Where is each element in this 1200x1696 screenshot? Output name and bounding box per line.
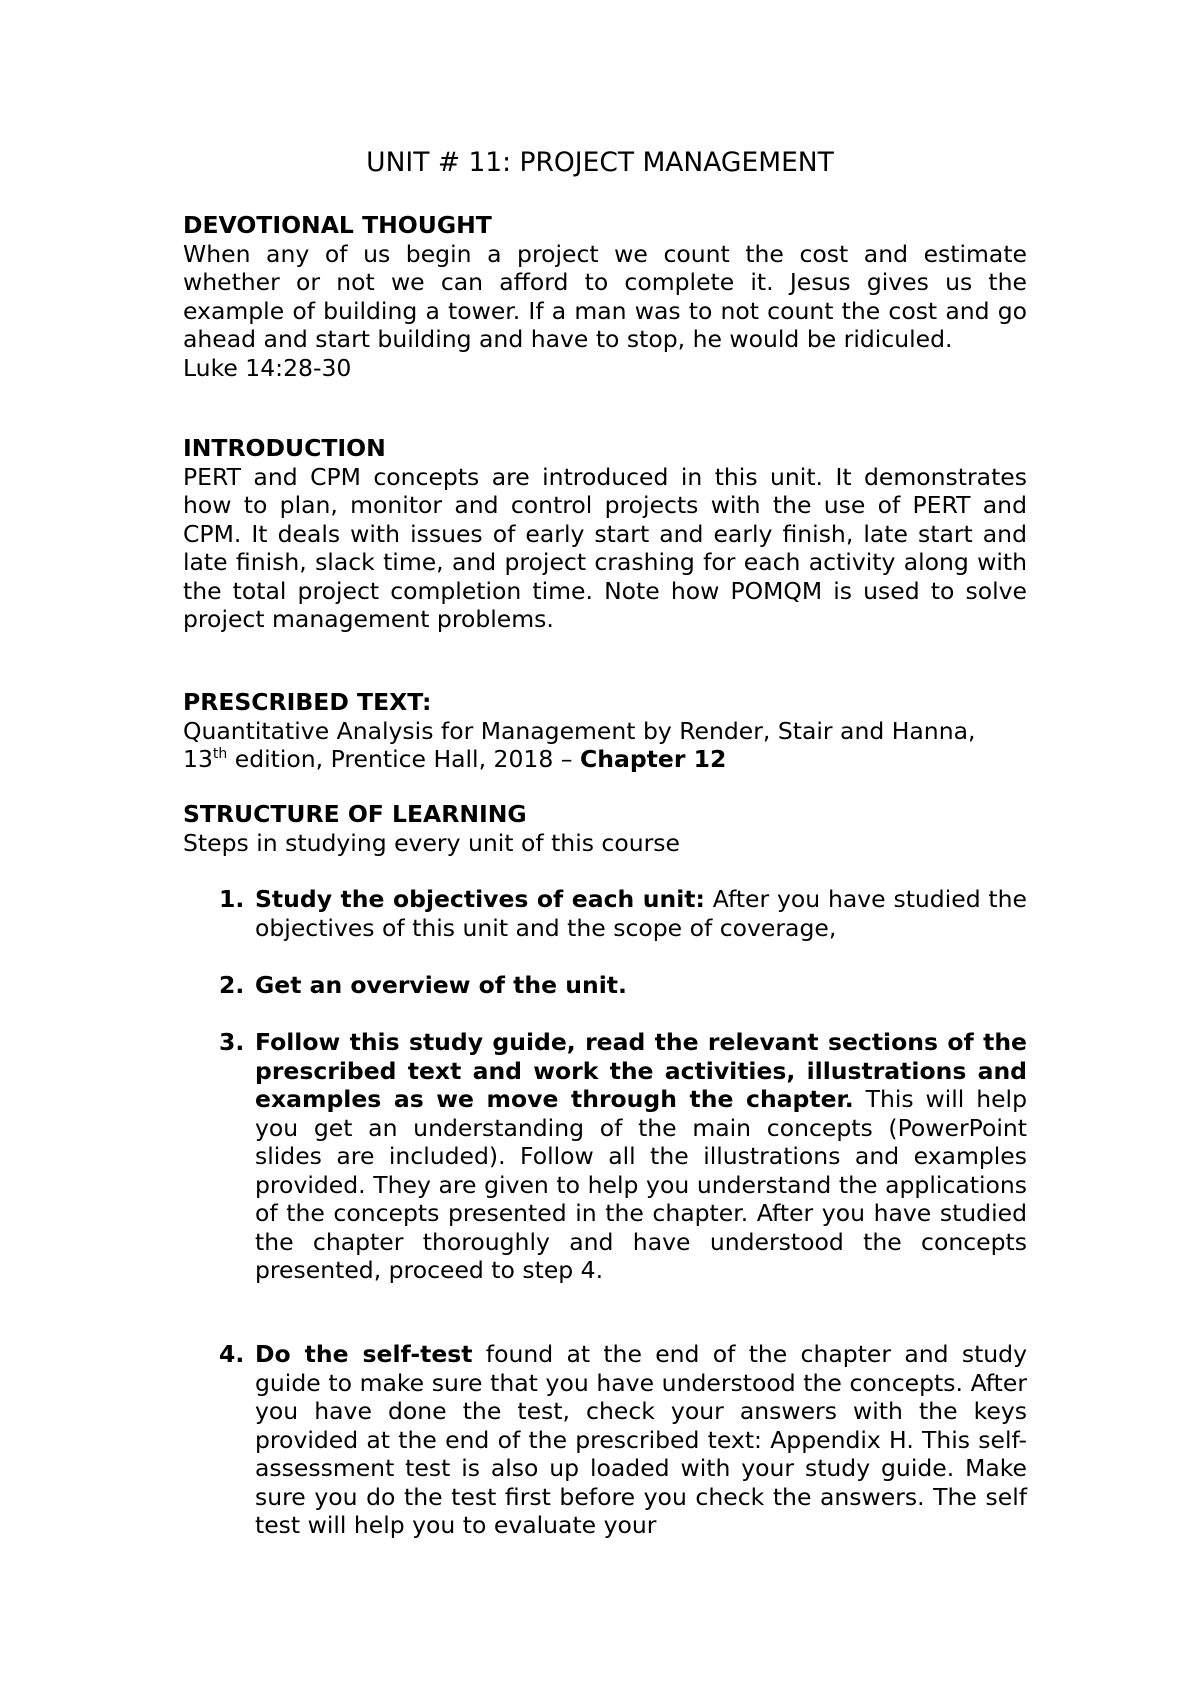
devotional-heading: DEVOTIONAL THOUGHT (183, 211, 492, 239)
prescribed-edition-line (183, 745, 1027, 774)
step-number: 1. (219, 885, 245, 913)
introduction-heading: INTRODUCTION (183, 434, 386, 462)
devotional-text: When any of us begin a project we count the cost and estimate whether or not we can afford to complete it. Jesus gives us the example of building a tower. If a man was to not count the cost and go ahead and start building and have to stop, he would be ridiculed. (183, 239, 1027, 353)
introduction-text: PERT and CPM concepts are introduced in this unit. It demonstrates how to plan, monitor and control projects with the use of PERT and CPM. It deals with issues of early start and early finish, late start and late finish, slack time, and project crashing for each activity along with the total project completion time. Note how POMQM is used to solve project management problems. (183, 462, 1027, 633)
page-title: UNIT # 11: PROJECT MANAGEMENT (366, 147, 834, 178)
introduction-section (183, 434, 1027, 634)
edition-suffix: th (212, 746, 228, 762)
step-number: 3. (219, 1028, 245, 1056)
step-bold-text: Follow this study guide, read the relevant sections of the prescribed text and work the activities, illustrations and examples as we move through the chapter. (255, 1028, 1027, 1113)
list-item (183, 885, 1027, 942)
step-number: 4. (219, 1340, 245, 1368)
structure-subtitle: Steps in studying every unit of this course (183, 828, 680, 857)
structure-heading: STRUCTURE OF LEARNING (183, 800, 527, 828)
step-bold-text: Get an overview of the unit. (255, 971, 627, 999)
edition-details: edition, Prentice Hall, 2018 – (227, 745, 581, 773)
devotional-section (183, 211, 1027, 382)
edition-number: 13 (183, 745, 213, 773)
list-item (183, 1028, 1027, 1285)
prescribed-text-section (183, 688, 1027, 774)
structure-section (183, 800, 1027, 857)
prescribed-heading: PRESCRIBED TEXT: (183, 688, 432, 716)
step-bold-text: Study the objectives of each unit: (255, 885, 705, 913)
list-item (183, 1340, 1027, 1540)
step-text: After you have studied the objectives of this unit and the scope of coverage, (255, 885, 1027, 942)
step-bold-text: Do the self-test (255, 1340, 473, 1368)
devotional-reference: Luke 14:28-30 (183, 353, 352, 382)
prescribed-book-title: Quantitative Analysis for Management by Render, Stair and Hanna, (183, 716, 976, 745)
list-item (183, 971, 1027, 1000)
step-text: found at the end of the chapter and study guide to make sure that you have understood the concepts. After you have done the test, check your answers with the keys provided at the end of the prescribed text: Appendix H. This self-assessment test is also up loaded with your study guide. Make sure you do the test first before you check the answers. The self test will help you to evaluate your (255, 1340, 1027, 1539)
step-text: This will help you get an understanding of the main concepts (PowerPoint slides are included). Follow all the illustrations and examples provided. They are given to help you understand the applications of the concepts presented in the chapter. After you have studied the chapter thoroughly and have understood the concepts presented, proceed to step 4. (255, 1085, 1027, 1284)
step-number: 2. (219, 971, 245, 999)
chapter-reference: Chapter 12 (580, 745, 727, 773)
